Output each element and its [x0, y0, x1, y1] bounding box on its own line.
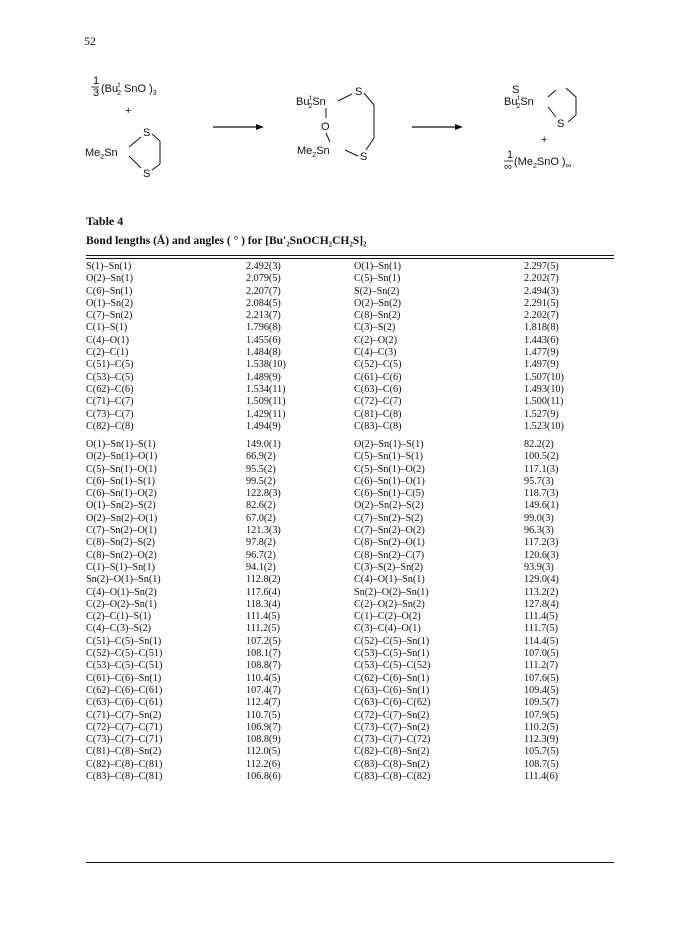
bond-label: O(2)–Sn(1)–O(1): [86, 451, 158, 463]
bond-label: C(73)–C(7): [86, 408, 134, 420]
bond-label: O(1)–Sn(2): [86, 297, 133, 309]
bond-value: 99.0(3): [524, 512, 554, 524]
bond-value: 111.4(6): [524, 771, 559, 783]
bond-angle-row: [86, 697, 614, 709]
bond-label: O(2)–Sn(2)–S(2): [354, 500, 424, 512]
bond-length-row: [86, 322, 614, 334]
bond-label: C(1)–S(1): [86, 322, 128, 334]
bond-value: 107.0(5): [524, 648, 559, 660]
svg-text:1: 1: [507, 149, 514, 161]
reaction-scheme: [0, 60, 680, 220]
bond-label: C(2)–C(1): [86, 347, 129, 359]
svg-text:O: O: [321, 121, 330, 133]
table-rule-top: [86, 255, 614, 256]
bond-angle-row: [86, 710, 614, 722]
bond-label: C(3)–S(2): [354, 322, 396, 334]
svg-text:S: S: [355, 86, 363, 98]
bond-label: C(4)–O(1)–Sn(1): [354, 574, 425, 586]
bond-value: 94.1(2): [246, 561, 276, 573]
bond-value: 1.523(10): [524, 420, 564, 432]
bond-label: C(81)–C(8)–Sn(2): [86, 746, 162, 758]
bond-label: C(8)–Sn(2)–C(7): [354, 549, 425, 561]
bond-label: C(53)–C(5): [86, 371, 134, 383]
bond-angle-row: [86, 660, 614, 672]
bond-angle-row: [86, 488, 614, 500]
bond-angle-row: [86, 623, 614, 635]
plus-sign-2: +: [541, 134, 548, 146]
bond-value: 107.6(5): [524, 672, 559, 684]
bond-value: 100.5(2): [524, 451, 559, 463]
bond-value: 113.2(2): [524, 586, 559, 598]
bond-value: 93.9(3): [524, 561, 554, 573]
bond-value: 1.489(9): [246, 371, 281, 383]
bond-label: C(3)–S(2)–Sn(2): [354, 561, 424, 573]
bond-label: C(2)–O(2)–Sn(2): [354, 598, 425, 610]
bond-value: 117.2(3): [524, 537, 559, 549]
bond-label: C(61)–C(6): [354, 371, 402, 383]
bond-length-row: [86, 421, 614, 433]
bond-value: 1.507(10): [524, 371, 564, 383]
bond-value: 111.4(5): [246, 611, 281, 623]
bond-label: C(53)–C(5)–C(52): [354, 660, 431, 672]
bond-label: C(5)–Sn(1)–O(1): [86, 463, 157, 475]
plus-sign: +: [125, 105, 132, 117]
bond-value: 2.202(7): [524, 310, 559, 322]
bond-value: 106.9(7): [246, 721, 281, 733]
table-title: Bond lengths (Å) and angles ( ° ) for [Bu'₂SnOCH₂CH₂S]₂: [86, 235, 367, 247]
bond-label: C(6)–Sn(1)–O(1): [354, 475, 425, 487]
svg-text:But2Sn: Bu$^t$ 2Sn: [504, 95, 534, 110]
bond-value: 149.6(1): [524, 500, 559, 512]
bond-label: C(53)–C(5)–Sn(1): [354, 648, 430, 660]
bond-value: 99.5(2): [246, 475, 276, 487]
bond-value: 117.6(4): [246, 586, 281, 598]
bond-label: O(1)–Sn(1): [354, 261, 401, 272]
svg-text:S: S: [143, 127, 151, 139]
bond-angle-row: [86, 537, 614, 549]
bond-value: 149.0(1): [246, 439, 281, 450]
bond-value: 118.3(4): [246, 598, 281, 610]
bond-label: C(8)–Sn(2)–S(2): [86, 537, 156, 549]
bond-value: 110.2(5): [524, 721, 559, 733]
bond-value: 112.0(5): [246, 746, 281, 758]
bond-angle-row: [86, 685, 614, 697]
bond-value: 1.494(9): [246, 420, 281, 432]
bond-label: C(7)–Sn(2)–O(2): [354, 525, 425, 537]
bond-label: C(71)–C(7): [86, 396, 134, 408]
bond-angle-row: [86, 611, 614, 623]
bond-label: C(6)–Sn(1)–S(1): [86, 475, 156, 487]
bond-angle-row: [86, 599, 614, 611]
bond-label: C(5)–Sn(1)–O(2): [354, 463, 425, 475]
bond-label: C(1)–C(2)–O(2): [354, 611, 421, 623]
bond-label: O(2)–Sn(1): [86, 273, 133, 285]
bond-length-row: [86, 273, 614, 285]
bond-value: 2.202(7): [524, 273, 559, 285]
table-rule-top-2: [86, 258, 614, 259]
svg-text:S: S: [557, 118, 565, 130]
bond-value: 97.8(2): [246, 537, 276, 549]
bond-label: O(1)–Sn(2)–S(2): [86, 500, 156, 512]
bond-value: 1.484(8): [246, 347, 281, 359]
bond-value: 122.8(3): [246, 488, 281, 500]
bond-value: 108.1(7): [246, 648, 281, 660]
bond-value: 117.1(3): [524, 463, 559, 475]
bond-label: C(5)–Sn(1): [354, 273, 401, 285]
bond-label: C(5)–Sn(1)–S(1): [354, 451, 424, 463]
bond-length-row: [86, 396, 614, 408]
bond-label: C(83)–C(8)–Sn(2): [354, 758, 430, 770]
bond-label: S(2)–Sn(2): [354, 285, 400, 297]
bond-label: C(52)–C(5)–Sn(1): [354, 635, 430, 647]
bond-label: C(3)–C(4)–O(1): [354, 623, 421, 635]
bond-value: 96.7(2): [246, 549, 276, 561]
bond-label: C(4)–C(3): [354, 347, 397, 359]
svg-text:S: S: [360, 151, 368, 163]
bond-value: 118.7(3): [524, 488, 559, 500]
bond-value: 112.4(7): [246, 697, 281, 709]
bond-label: C(82)–C(8): [86, 420, 134, 432]
bond-value: 2.492(3): [246, 261, 281, 272]
bond-value: 67.0(2): [246, 512, 276, 524]
bond-label: C(6)–Sn(1)–O(2): [86, 488, 157, 500]
bond-value: 107.4(7): [246, 684, 281, 696]
reactant-2: [85, 127, 160, 180]
bond-value: 108.8(7): [246, 660, 281, 672]
svg-text:(Me2SnO )∞: ($Me_2SnO$ )$_\infty$: [514, 156, 572, 170]
bond-value: 111.7(5): [524, 623, 559, 635]
bond-label: C(2)–C(1)–S(1): [86, 611, 152, 623]
bond-value: 2.297(5): [524, 261, 559, 272]
page-number: 52: [84, 34, 96, 48]
bond-angle-row: [86, 574, 614, 586]
bond-label: C(81)–C(8): [354, 408, 402, 420]
bond-value: 111.4(5): [524, 611, 559, 623]
bond-length-row: [86, 298, 614, 310]
bond-value: 110.7(5): [246, 709, 281, 721]
bond-angle-row: [86, 464, 614, 476]
intermediate: [296, 86, 374, 163]
bond-value: 1.527(9): [524, 408, 559, 420]
bond-value: 1.500(11): [524, 396, 564, 408]
bond-label: C(73)–C(7)–C(72): [354, 734, 431, 746]
bond-angle-row: [86, 525, 614, 537]
bond-angle-row: [86, 550, 614, 562]
svg-text:S: S: [512, 84, 520, 96]
bond-label: C(82)–C(8)–C(81): [86, 758, 163, 770]
bond-value: 2.079(5): [246, 273, 281, 285]
svg-text:3: 3: [93, 87, 100, 99]
bond-angle-row: [86, 648, 614, 660]
bond-length-row: [86, 384, 614, 396]
bond-value: 108.7(5): [524, 758, 559, 770]
bond-label: C(6)–Sn(1)–C(5): [354, 488, 425, 500]
bond-length-row: [86, 409, 614, 421]
bond-angle-row: [86, 500, 614, 512]
bond-label: C(72)–C(7)–Sn(2): [354, 709, 430, 721]
bond-angles-table: [86, 439, 614, 783]
bond-value: 120.6(3): [524, 549, 559, 561]
bond-angle-row: [86, 722, 614, 734]
bond-label: Sn(2)–O(2)–Sn(1): [354, 586, 429, 598]
bond-label: C(4)–O(1): [86, 334, 130, 346]
bond-angle-row: [86, 587, 614, 599]
bond-angle-row: [86, 746, 614, 758]
bond-length-row: [86, 261, 614, 273]
bond-label: C(83)–C(8)–C(81): [86, 771, 163, 783]
bond-value: 129.0(4): [524, 574, 559, 586]
bond-angle-row: [86, 439, 614, 451]
bond-length-row: [86, 372, 614, 384]
bond-label: C(73)–C(7)–Sn(2): [354, 721, 430, 733]
bond-value: 1.818(8): [524, 322, 559, 334]
bond-value: 105.7(5): [524, 746, 559, 758]
bond-label: C(4)–C(3)–S(2): [86, 623, 152, 635]
bond-label: O(1)–Sn(1)–S(1): [86, 439, 156, 450]
bond-value: 127.8(4): [524, 598, 559, 610]
bond-label: C(7)–Sn(2): [86, 310, 133, 322]
bond-value: 2.084(5): [246, 297, 281, 309]
svg-text:But2Sn: Bu$^t$ 2Sn: [296, 95, 326, 110]
bond-label: C(83)–C(8): [354, 420, 402, 432]
bond-value: 111.2(5): [246, 623, 281, 635]
table-caption: Table 4: [86, 214, 124, 228]
bond-length-row: [86, 359, 614, 371]
bond-value: 1.509(11): [246, 396, 286, 408]
bond-value: 111.2(7): [524, 660, 559, 672]
bond-label: C(52)–C(5): [354, 359, 402, 371]
bond-value: 2.213(7): [246, 310, 281, 322]
bond-label: Sn(2)–O(1)–Sn(1): [86, 574, 161, 586]
bond-value: 96.3(3): [524, 525, 554, 537]
bond-value: 1.796(8): [246, 322, 281, 334]
bond-value: 112.8(2): [246, 574, 281, 586]
bond-label: C(1)–S(1)–Sn(1): [86, 561, 156, 573]
bond-value: 1.477(9): [524, 347, 559, 359]
bond-value: 121.3(3): [246, 525, 281, 537]
bond-value: 1.493(10): [524, 383, 564, 395]
bond-value: 112.3(9): [524, 734, 559, 746]
bond-label: C(63)–C(6)–Sn(1): [354, 684, 430, 696]
bond-value: 1.443(6): [524, 334, 559, 346]
bond-label: C(62)–C(6)–Sn(1): [354, 672, 430, 684]
bond-label: C(62)–C(6): [86, 383, 134, 395]
svg-text:∞: ∞: [504, 161, 512, 173]
bond-label: C(82)–C(8)–Sn(2): [354, 746, 430, 758]
bond-label: C(8)–Sn(2)–O(2): [86, 549, 157, 561]
bond-label: C(8)–Sn(2)–O(1): [354, 537, 425, 549]
bond-label: C(8)–Sn(2): [354, 310, 401, 322]
product-2: [504, 149, 572, 173]
bond-angle-row: [86, 636, 614, 648]
bond-label: O(2)–Sn(2)–O(1): [86, 512, 158, 524]
bond-label: C(62)–C(6)–C(61): [86, 684, 163, 696]
svg-text:Me2Sn: $Me_2Sn$: [85, 147, 118, 161]
bond-label: C(72)–C(7): [354, 396, 402, 408]
bond-label: C(51)–C(5): [86, 359, 134, 371]
bond-value: 1.538(10): [246, 359, 286, 371]
svg-text:(But2 SnO )3: (Bu$^t$ 2 SnO )$_3$: [101, 82, 157, 97]
bond-label: C(7)–Sn(2)–S(2): [354, 512, 424, 524]
bond-length-row: [86, 347, 614, 359]
bond-label: C(52)–C(5)–C(51): [86, 648, 163, 660]
bond-value: 1.455(6): [246, 334, 281, 346]
bond-value: 107.2(5): [246, 635, 281, 647]
bond-label: C(83)–C(8)–C(82): [354, 771, 431, 783]
bond-value: 108.8(9): [246, 734, 281, 746]
bond-length-row: [86, 286, 614, 298]
svg-text:1: 1: [93, 75, 100, 87]
bond-value: 107.9(5): [524, 709, 559, 721]
bond-label: S(1)–Sn(1): [86, 261, 132, 272]
bond-angle-row: [86, 771, 614, 783]
bond-value: 109.5(7): [524, 697, 559, 709]
bond-value: 1.429(11): [246, 408, 286, 420]
bond-length-row: [86, 335, 614, 347]
bond-value: 1.534(11): [246, 383, 286, 395]
bond-label: C(71)–C(7)–Sn(2): [86, 709, 162, 721]
svg-text:S: S: [143, 168, 151, 180]
bond-lengths-table: [86, 261, 614, 433]
bond-value: 1.497(9): [524, 359, 559, 371]
bond-angle-row: [86, 759, 614, 771]
bond-value: 2.291(5): [524, 297, 559, 309]
bond-label: C(53)–C(5)–C(51): [86, 660, 163, 672]
bond-value: 106.8(6): [246, 771, 281, 783]
bond-value: 2.207(7): [246, 285, 281, 297]
bond-angle-row: [86, 734, 614, 746]
reactant-1: [91, 75, 157, 99]
bond-label: C(6)–Sn(1): [86, 285, 133, 297]
bond-label: C(2)–O(2)–Sn(1): [86, 598, 157, 610]
bond-label: C(72)–C(7)–C(71): [86, 721, 163, 733]
bond-value: 114.4(5): [524, 635, 559, 647]
bond-value: 66.9(2): [246, 451, 276, 463]
svg-text:Me2Sn: $Me_2Sn$: [297, 145, 330, 159]
bond-angle-row: [86, 513, 614, 525]
bond-length-row: [86, 310, 614, 322]
product-1: [504, 84, 576, 130]
bond-value: 110.4(5): [246, 672, 281, 684]
bond-label: C(63)–C(6)–C(62): [354, 697, 431, 709]
table-rule-bottom: [86, 862, 614, 863]
bond-angle-row: [86, 673, 614, 685]
bond-value: 82.6(2): [246, 500, 276, 512]
bond-label: C(7)–Sn(2)–O(1): [86, 525, 157, 537]
bond-value: 2.494(3): [524, 285, 559, 297]
bond-label: O(2)–Sn(1)–S(1): [354, 439, 424, 450]
bond-value: 95.5(2): [246, 463, 276, 475]
bond-value: 95.7(3): [524, 475, 554, 487]
bond-label: C(2)–O(2): [354, 334, 398, 346]
bond-label: C(61)–C(6)–Sn(1): [86, 672, 162, 684]
bond-label: C(63)–C(6)–C(61): [86, 697, 163, 709]
bond-label: O(2)–Sn(2): [354, 297, 401, 309]
bond-angle-row: [86, 476, 614, 488]
bond-label: C(4)–O(1)–Sn(2): [86, 586, 157, 598]
bond-label: C(63)–C(6): [354, 383, 402, 395]
bond-label: C(73)–C(7)–C(71): [86, 734, 163, 746]
bond-value: 112.2(6): [246, 758, 281, 770]
bond-angle-row: [86, 562, 614, 574]
bond-label: C(51)–C(5)–Sn(1): [86, 635, 162, 647]
bond-value: 109.4(5): [524, 684, 559, 696]
bond-value: 82.2(2): [524, 439, 554, 450]
bond-angle-row: [86, 451, 614, 463]
